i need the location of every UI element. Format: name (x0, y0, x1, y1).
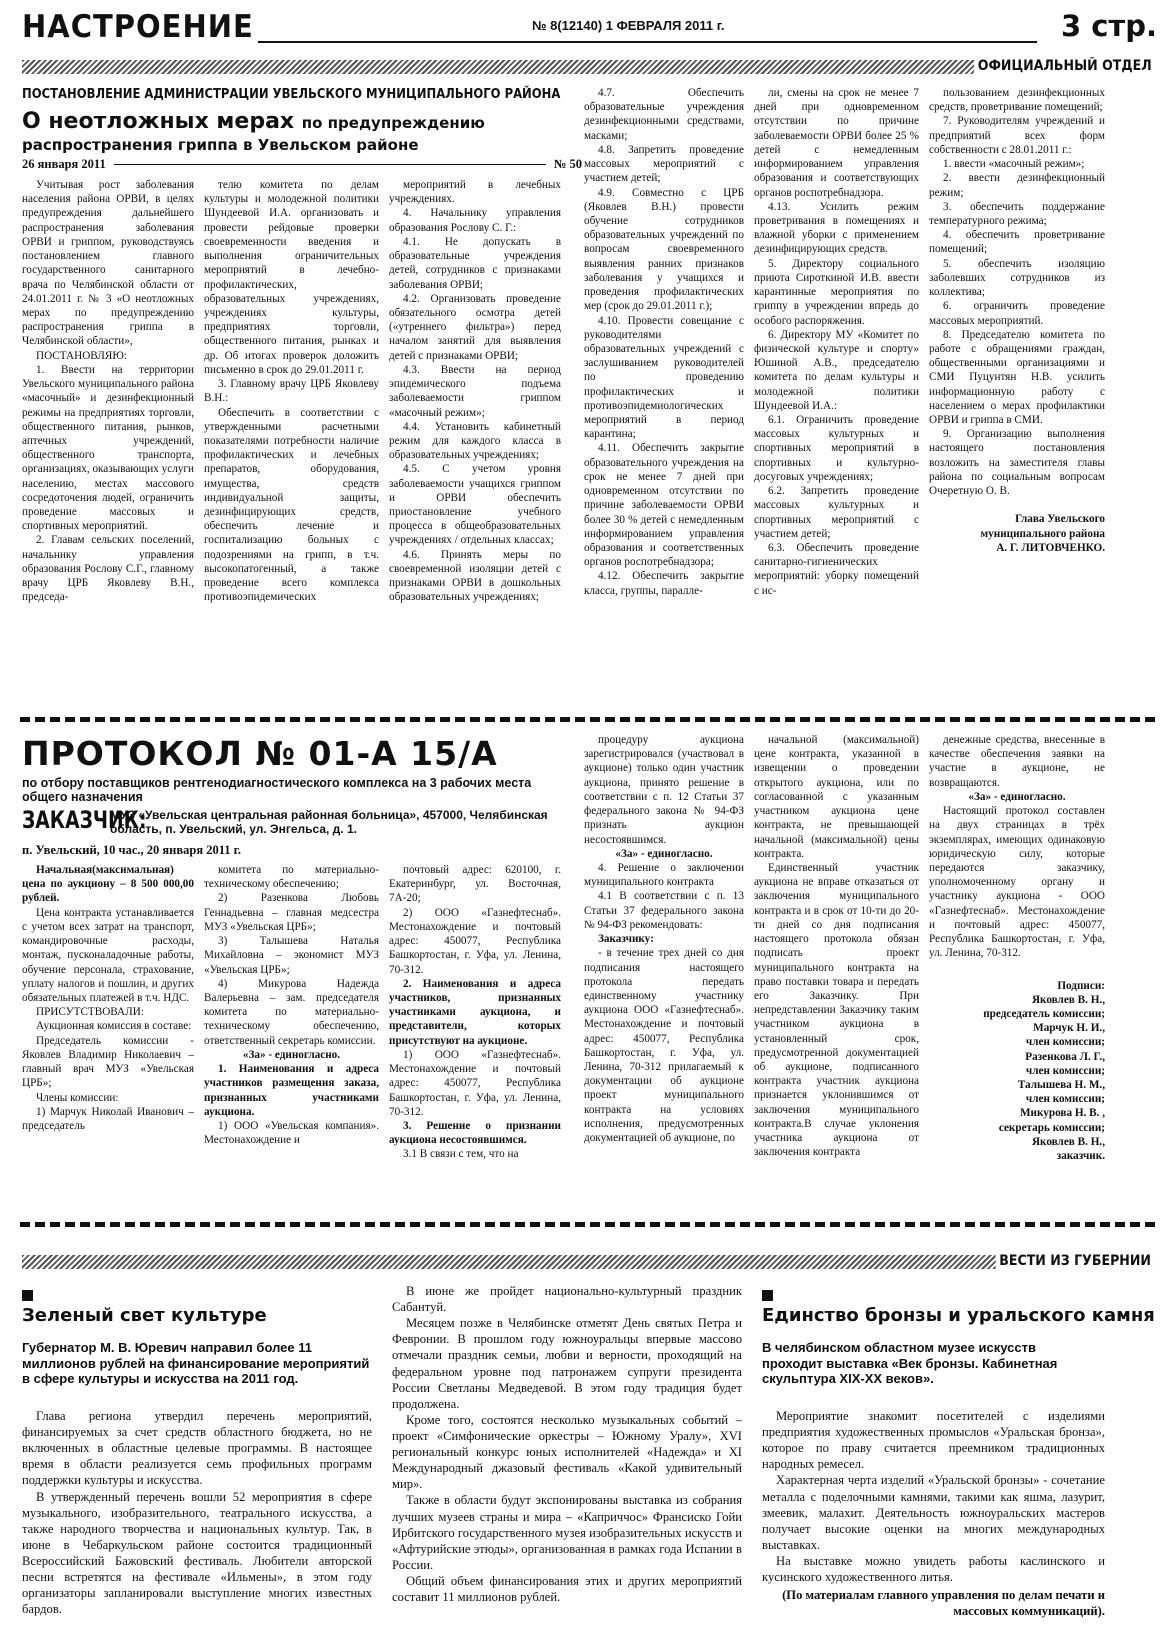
signature-line: заказчик. (1056, 1150, 1105, 1163)
paragraph: 2) ООО «Газнефтеснаб». Местонахождение и почтовый адрес: 450077, Республика Башкортостан, г. Уфа, ул. Ленина, 70-312. (389, 906, 561, 976)
protocol-col-5 (754, 733, 919, 1218)
signature-line: Подписи: (1057, 979, 1105, 992)
bronze-body (762, 1408, 1105, 1640)
protocol-col-4 (584, 733, 744, 1218)
paragraph: 3. Главному врачу ЦРБ Яковлеву В.Н.: (204, 378, 379, 405)
resolution-title (22, 108, 582, 155)
protocol-col-2 (204, 863, 379, 1218)
paragraph: 4.12. Обеспечить закрытие класса, группы, паралле- (584, 570, 744, 597)
paragraph: 2. Наименования и адреса участников, признанных участниками аукциона, и представители, которых присутствуют на аукционе. (389, 977, 561, 1047)
paragraph: «За» - единогласно. (968, 790, 1066, 803)
paragraph: Мероприятие знакомит посетителей с изделиями предприятия художественных промыслов «Уральская бронза», которое по праву считается преемником традиционных народных ремесел. (762, 1409, 1105, 1472)
paragraph: денежные средства, внесенные в качестве обеспечения заявки на участие в аукционе, не возвращаются. (929, 734, 1105, 789)
paragraph: «За» - единогласно. (615, 847, 713, 860)
paragraph: комитета по материально-техническому обеспечению; (204, 864, 379, 891)
paragraph: 2. Главам сельских поселений, начальнику управления образования Рослову С.Г., главному врачу ЦРБ Яковлеву В.Н., председа- (22, 534, 194, 604)
paragraph: На выставке можно увидеть работы каслинского и кусинского художественного литья. (762, 1553, 1105, 1585)
paragraph: начальной (максимальной) цене контракта, указанной в извещении о проведении открытого аукциона, или по согласованной с указанным участником аукциона цене контракта, не превышающей начальной (максимальной) цены контракта. (754, 734, 919, 860)
paragraph: 6.1. Ограничить проведение массовых культурных и спортивных мероприятий в спортивных и культурно-досуговых учреждениях; (754, 414, 919, 483)
resolution-title-line2: распространения гриппа в Увельском районе (22, 135, 419, 154)
section-title: НАСТРОЕНИЕ (22, 7, 254, 45)
paragraph: Также в области будут экспонированы выставка из собрания лучших музеев страны и мира – «Каприччос» Франсиско Гойи Ирбитского государственного музея изобразительных искусств и «Афтурийские этюды», организованная в рамках года Испании в России. (392, 1493, 742, 1572)
paragraph: Заказчику: (598, 933, 654, 946)
paragraph: 7. Руководителям учреждений и предприятий всех форм собственности с 28.01.2011 г.: (929, 115, 1105, 156)
paragraph: 2. ввести дезинфекционный режим; (929, 172, 1105, 199)
signature-line: Яковлев В. Н., (1031, 993, 1105, 1006)
protocol-title: ПРОТОКОЛ № 01-А 15/А (22, 734, 498, 773)
paragraph: Месяцем позже в Челябинске отметят День святых Петра и Февронии. В прошлом году южноуральцы впервые массово отмечали праздник семьи, любви и верности, проходящий на федеральном уровне под патронажем супруги президента России Светланы Медведевой. В этом году традиция будет продолжена. (392, 1316, 742, 1411)
paragraph: 1) ООО «Газнефтеснаб». Местонахождение и почтовый адрес: 450077, Республика Башкортостан, г. Уфа, ул. Ленина, 70-312. (389, 1048, 561, 1118)
paragraph: 4.13. Усилить режим проветривания в помещениях и влажной уборки с применением дезинфицирующих средств. (754, 200, 919, 256)
divider-dashed-1 (20, 717, 1155, 722)
paragraph: 1. Наименования и адреса участников размещения заказа, признанных участниками аукциона. (204, 1063, 379, 1118)
paragraph: 3. Решение о признании аукциона несостоявшимся. (389, 1119, 561, 1147)
paragraph: 1) ООО «Увельская компания». Местонахождение и (204, 1119, 379, 1147)
paragraph: В июне же пройдет национально-культурный праздник Сабантуй. (392, 1284, 742, 1315)
protocol-place: п. Увельский, 10 час., 20 января 2011 г. (22, 843, 242, 857)
signature-name: А. Г. ЛИТОВЧЕНКО. (996, 541, 1105, 554)
paragraph: 4.11. Обеспечить закрытие образовательного учреждения на срок не менее 7 дней при одновременном отсутствии по причине заболеваемости ОРВИ более 30 % детей с немедленным информированием управления образования и соответственных органов роспотребнадзора; (584, 442, 744, 569)
customer-block (22, 808, 562, 836)
paragraph: 6. ограничить проведение массовых мероприятий. (929, 300, 1105, 327)
paragraph: В утвержденный перечень вошли 52 мероприятия в сфере музыкального, изобразительного, театрального искусства, а также народного творчества и национальных культур. Так, в июне в Чебаркульском районе состоится традиционный Всероссийский Бажовский фестиваль. Любители авторской песни встретятся на фестивале «Ильмены», в этом году организаторы запланировали выступление многих известных бардов. (22, 1489, 372, 1617)
paragraph: Начальная(максимальная) цена по аукциону – 8 500 000,00 рублей. (22, 864, 194, 905)
paragraph: Обеспечить в соответствии с утвержденными расчетными показателями потребности наличие профилактических и лечебных препаратов, оборудования, имущества, средств индивидуальной защиты, дезинфицирующих средств, обеспечить лечение и госпитализацию больных с подозрениями на грипп, в т.ч. высокопатогенный, а также проведение всего комплекса противоэпидемических (204, 406, 379, 604)
bronze-source: (По материалам главного управления по делам печати и массовых коммуникаций). (782, 1588, 1105, 1619)
signature-line: Яковлев В. Н., (1031, 1135, 1105, 1148)
signature-line: Талышева Н. М., (1017, 1079, 1105, 1092)
signature-title: Глава Увельского муниципального района (980, 513, 1105, 540)
paragraph: Кроме того, состоятся несколько музыкальных событий – проект «Симфонические оркестры – Южному Уралу», XVI региональный конкурс юных исполнителей «Надежда» и XI Международный джазовый фестиваль «Какой удивительный мир». (392, 1412, 742, 1492)
paragraph: «За» - единогласно. (242, 1048, 341, 1061)
protocol-col-3 (389, 863, 561, 1218)
paragraph: 4. обеспечить проветривание помещений; (929, 229, 1105, 256)
paragraph: 6.3. Обеспечить проведение санитарно-гигиенических мероприятий: уборку помещений с ис- (754, 542, 919, 597)
paragraph: 4) Микурова Надежда Валерьевна – зам. председателя комитета по материально-техническому обеспечению, ответственный секретарь комиссии. (204, 977, 379, 1047)
paragraph: Члены комиссии: (36, 1091, 119, 1104)
paragraph: Учитывая рост заболевания населения района ОРВИ, в целях предупреждения дальнейшего распространения заболевания ОРВИ и гриппом, руководствуясь постановлением главного государственного санитарного врача по Челябинской области от 24.01.2011 г. № 3 «О неотложных мерах по предупреждению распространения гриппа в Челябинской области», (22, 179, 194, 348)
paragraph: Единственный участник аукциона не вправе отказаться от заключения муниципального контракта и в срок от 10-ти до 20-ти дней со дня подписания настоящего протокола обязан подписать проект муниципального контракта на право поставки товара и передать его Заказчику. При непредставлении Заказчику таким участником аукциона в установленный срок, предусмотренной документацией об аукционе, подписанного контракта участник аукциона признается уклонившимся от заключения муниципального контракта.В случае уклонения участника аукциона от заключения контракта (754, 861, 919, 1159)
paragraph: 5. обеспечить изоляцию заболевших сотрудников из коллектива; (929, 257, 1105, 299)
paragraph: 6.2. Запретить проведение массовых культурных и спортивных мероприятий с участием детей; (754, 485, 919, 540)
resolution-col-1 (22, 178, 194, 716)
resolution-title-main: О неотложных мерах (22, 109, 295, 134)
protocol-col-6 (929, 733, 1105, 1218)
paragraph: пользованием дезинфекционных средств, проветривание помещений; (929, 87, 1105, 114)
resolution-title-sub: по предупреждению (301, 114, 485, 132)
paragraph: телю комитета по делам культуры и молодежной политики Шундеевой И.А. организовать и провести рейдовые проверки своевременности введения и выполнения ограничительных мероприятий в лечебно-профилактических, образовательных учреждениях, учреждениях культуры, предприятиях торговли, общественного питания, рынках и др. Об итогах проверок доложить письменно в срок до 29.01.2011 г. (204, 179, 379, 376)
resolution-col-6 (929, 86, 1105, 716)
resolution-date: 26 января 2011 (22, 157, 106, 171)
paragraph: почтовый адрес: 620100, г. Екатеринбург, ул. Восточная, 7А-20; (389, 864, 561, 905)
paragraph: 4.1 В соответствии с п. 13 Статьи 37 федерального закона № 94-ФЗ рекомендовать: (584, 890, 744, 931)
paragraph: 4. Решение о заключении муниципального контракта (584, 861, 744, 889)
paragraph: 4.3. Ввести на период эпидемического подъема заболеваемости гриппом «масочный режим»; (389, 363, 561, 419)
signature-line: член комиссии; (1025, 1064, 1105, 1077)
paragraph: 4. Начальнику управления образования Рослову С. Г.: (389, 207, 561, 234)
paragraph: Цена контракта устанавливается с учетом всех затрат на транспорт, командировочные расходы, монтаж, пусконаладочные работы, обучение персонала, страхование, уплату налогов и пошлин, и других обязательных платежей в т.ч. НДС. (22, 906, 194, 1004)
paragraph: 4.10. Провести совещание с руководителями образовательных учреждений с заслушиванием руководителей по проведению профилактических и противоэпидемиологических мероприятий в период карантина; (584, 314, 744, 441)
resolution-col-5 (754, 86, 919, 716)
paragraph: Аукционная комиссия в составе: (36, 1020, 192, 1033)
paragraph: 4.2. Организовать проведение обязательного осмотра детей («утреннего фильтра») перед началом занятий для выявления детей с признаками ОРВИ; (389, 292, 561, 362)
paragraph: 4.7. Обеспечить образовательные учреждения дезинфекционными средствами, масками; (584, 87, 744, 142)
paragraph: 2) Разенкова Любовь Геннадьевна – главная медсестра МУЗ «Увельская ЦРБ»; (204, 892, 379, 933)
bullet-square-icon (22, 1290, 33, 1301)
issue-number: № 8(12140) 1 ФЕВРАЛЯ 2011 г. (532, 18, 725, 33)
signature-line: член комиссии; (1025, 1036, 1105, 1049)
resolution-col-4 (584, 86, 744, 716)
paragraph: Глава региона утвердил перечень мероприятий, финансируемых за счет средств областного бюджета, но не включенных в областные целевые программы. В настоящее время в области реализуется семь профильных программ поддержки культуры и искусства. (22, 1409, 372, 1488)
masthead-rule (258, 41, 1037, 43)
bronze-lead: В челябинском областном музее искусств проходит выставка «Век бронзы. Кабинетная скульптура XIX-XX веков». (762, 1340, 1058, 1387)
news-section-label: ВЕСТИ ИЗ ГУБЕРНИИ (996, 1253, 1155, 1271)
paragraph: Председатель комиссии - Яковлев Владимир Николаевич – главный врач МУЗ «Увельская ЦРБ»; (22, 1034, 194, 1090)
culture-title: Зеленый свет культуре (22, 1305, 267, 1326)
resolution-kicker: ПОСТАНОВЛЕНИЕ АДМИНИСТРАЦИИ УВЕЛЬСКОГО МУНИЦИПАЛЬНОГО РАЙОНА (22, 86, 561, 102)
page-number: 3 стр. (1060, 9, 1157, 43)
signature-line: председатель комиссии; (983, 1007, 1105, 1020)
dateline-rule (114, 164, 546, 165)
paragraph: 4.8. Запретить проведение массовых мероприятий с участием детей; (584, 143, 744, 185)
paragraph: Общий объем финансирования этих и других мероприятий составит 11 миллионов рублей. (392, 1573, 742, 1605)
paragraph: Настоящий протокол составлен на двух страницах в трёх экземплярах, имеющих одинаковую юридическую силу, которые передаются заказчику, уполномоченному органу и участнику аукциона - ООО «Газнефтеснаб». Местонахождение и почтовый адрес: 450077, Республика Башкортостан, г. Уфа, ул. Ленина, 70-312. (929, 805, 1105, 960)
paragraph: процедуру аукциона зарегистрировался (участвовал в аукционе) только один участник аукциона, принято решение в соответствии с п. 12 Статьи 37 федерального закона № 94-ФЗ признать аукцион несостоявшимся. (584, 734, 744, 846)
signature-line: Разенкова Л. Г., (1025, 1050, 1105, 1063)
paragraph: 4.1. Не допускать в образовательные учреждения детей, сотрудников с признаками заболевания ОРВИ; (389, 235, 561, 291)
bronze-title: Единство бронзы и уральского камня (762, 1305, 1155, 1326)
signature-line: Марчук Н. И., (1033, 1022, 1105, 1035)
resolution-number: № 50 (553, 157, 582, 171)
customer-label: ЗАКАЗЧИК: (22, 806, 147, 834)
paragraph: 4.6. Принять меры по своевременной изоляции детей с признаками ОРВИ в дошкольных образовательных учреждениях; (389, 548, 561, 604)
paragraph: 4.5. С учетом уровня заболеваемости учащихся гриппом и ОРВИ обеспечить приостановление учебного процесса в общеобразовательных учреждениях / отдельных классах; (389, 463, 561, 547)
paragraph: 4.4. Установить кабинетный режим для каждого класса в образовательных учреждениях; (389, 420, 561, 462)
paragraph: 9. Организацию выполнения настоящего постановления возложить на заместителя главы района по социальным вопросам Очеретную О. В. (929, 428, 1105, 498)
bullet-square-icon (762, 1290, 773, 1301)
signature-line: член комиссии; (1025, 1093, 1105, 1106)
paragraph: 3.1 В связи с тем, что на (403, 1148, 519, 1161)
paragraph: 4.9. Совместно с ЦРБ (Яковлев В.Н.) провести обучение сотрудников образовательных учреждений по вопросам своевременного выявления ранних признаков заболевания у учащихся и проведения профилактических мер (срок до 29.01.2011 г.); (584, 186, 744, 313)
divider-dashed-2 (20, 1222, 1155, 1227)
paragraph: ли, смены на срок не менее 7 дней при одновременном отсутствии по причине заболеваемости ОРВИ более 25 % детей с немедленным информированием управления образования и соответствующих органов роспотребнадзора. (754, 87, 919, 199)
protocol-col-1 (22, 863, 194, 1218)
customer-text: МУЗ «Увельская центральная районная больница», 457000, Челябинская область, п. Увельский, ул. Энгельса, д. 1. (110, 808, 548, 837)
culture-col-1 (22, 1408, 372, 1640)
masthead (22, 8, 1157, 44)
paragraph: 1. Ввести на территории Увельского муниципального района «масочный» и дезинфекционный режимы на предприятиях торговли, общественного питания, рынков, аптечных учреждений, общественного транспорта, организациях, оказывающих услуги населению, местах массового сосредоточения людей, ограничить проведение массовых и спортивных мероприятий. (22, 363, 194, 533)
resolution-col-3 (389, 178, 561, 716)
paragraph: 3) Талышева Наталья Михайловна – экономист МУЗ «Увельская ЦРБ»; (204, 935, 379, 976)
paragraph: Характерная черта изделий «Уральской бронзы» - сочетание металла с поделочными камнями, такими как яшма, лазурит, змеевик, малахит. Деятельность южноуральских мастеров получает высокие оценки на многих международных выставках. (762, 1473, 1105, 1552)
signature-line: секретарь комиссии; (998, 1121, 1105, 1134)
paragraph: 1. ввести «масочный режим»; (943, 158, 1085, 171)
paragraph: - в течение трех дней со дня подписания настоящего протокола передать единственному участнику аукциона ООО «Газнефтеснаб». Местонахождение и почтовый адрес: 450077, Республика Башкортостан, г. Уфа, ул. Ленина, 70-312 прилагаемый к документации об аукционе проект муниципального контракта на условиях исполнения, предусмотренных документацией об аукционе, по (584, 947, 744, 1145)
paragraph: 1) Марчук Николай Иванович – председатель (22, 1105, 194, 1132)
resolution-dateline (22, 157, 582, 173)
protocol-subtitle: по отбору поставщиков рентгенодиагностического комплекса на 3 рабочих места общего назначения (22, 776, 532, 805)
paragraph: 8. Председателю комитета по работе с обращениями граждан, общественными организациями и СМИ Пуцунтян Н.В. усилить информационную работу с населением о мерах профилактики ОРВИ и гриппа в СМИ. (929, 328, 1105, 427)
paragraph: ПОСТАНОВЛЯЮ: (36, 349, 127, 362)
paragraph: 3. обеспечить поддержание температурного режима; (929, 200, 1105, 227)
culture-lead: Губернатор М. В. Юревич направил более 11 миллионов рублей на финансирование мероприятий в сфере культуры и искусства на 2011 год. (22, 1340, 370, 1387)
resolution-col-2 (204, 178, 379, 716)
news-section-bar (22, 1255, 1155, 1269)
culture-col-2 (392, 1283, 742, 1640)
official-section-label: ОФИЦИАЛЬНЫЙ ОТДЕЛ (974, 58, 1155, 76)
paragraph: ПРИСУТСТВОВАЛИ: (36, 1006, 144, 1019)
signature-line: Микурова Н. В. , (1019, 1107, 1105, 1120)
paragraph: мероприятий в лечебных учреждениях. (389, 179, 561, 206)
paragraph: 5. Директору социального приюта Сироткиной И.В. ввести карантинные мероприятия по гриппу в учреждении впредь до особого распоряжения. (754, 257, 919, 327)
paragraph: 6. Директору МУ «Комитет по физической культуре и спорту» Юшиной А.В., председателю комитета по делам культуры и молодежной политики Шундеевой И.А.: (754, 328, 919, 412)
